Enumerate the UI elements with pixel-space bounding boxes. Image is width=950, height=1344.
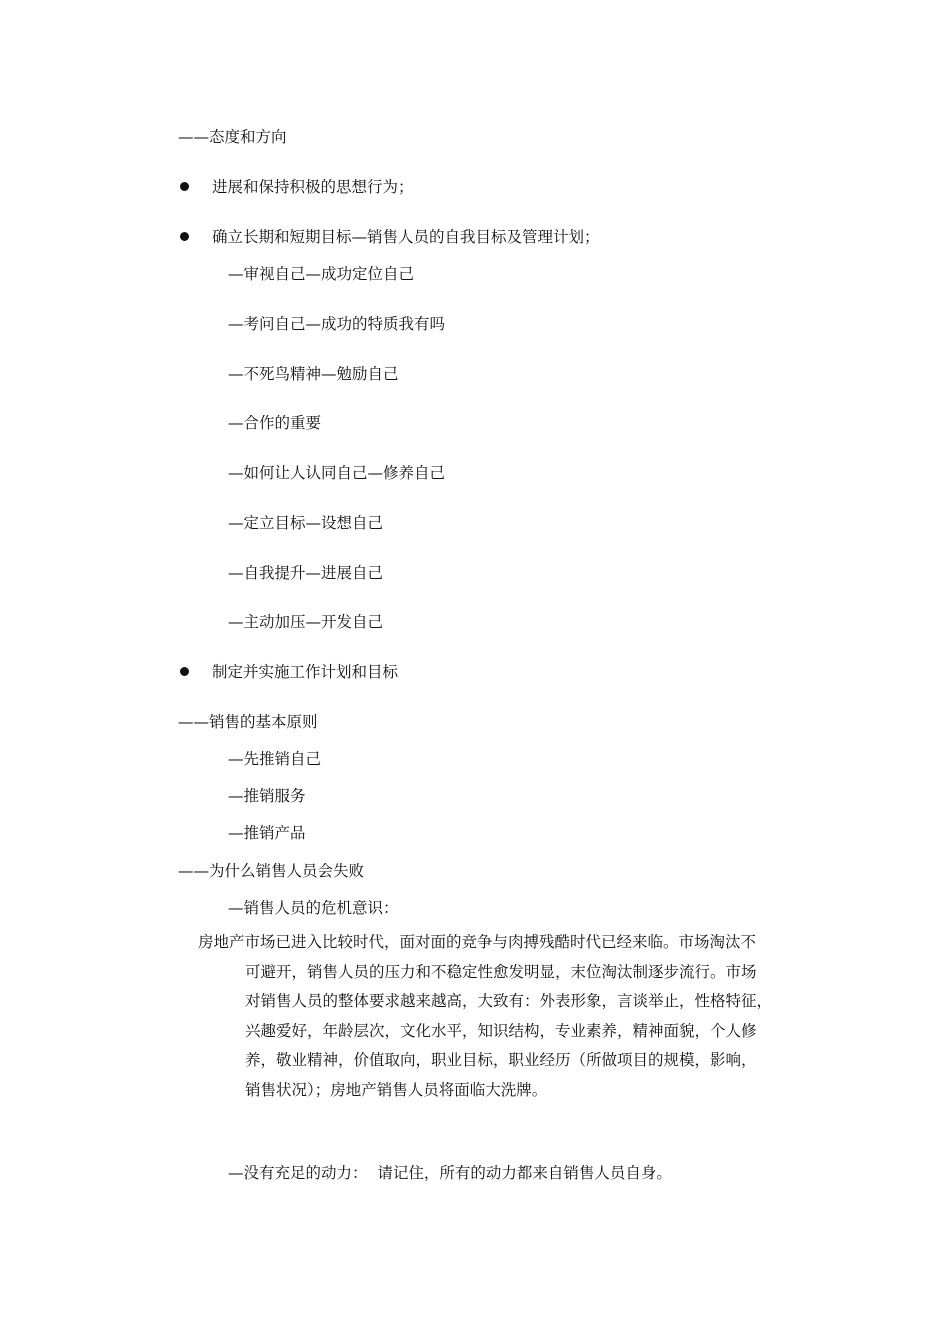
paragraph-line: 房地产市场已进入比较时代，面对面的竞争与肉搏残酷时代已经来临。市场淘汰不 [198,933,757,951]
crisis-title: —销售人员的危机意识： [228,899,399,917]
principle-item: —推销服务 [228,787,306,805]
sub-item: —合作的重要 [228,414,322,432]
principle-item: —推销产品 [228,824,306,842]
sub-item: —自我提升—进展自己 [228,564,384,582]
paragraph-line: 兴趣爱好，年龄层次，文化水平，知识结构，专业素养，精神面貌，个人修 [245,1021,757,1040]
paragraph-line: 养，敬业精神，价值取向，职业目标，职业经历（所做项目的规模，影响， [245,1051,757,1070]
section-heading-principles: ——销售的基本原则 [178,713,318,731]
section-heading-attitude: ——态度和方向 [178,128,287,146]
sub-item: —定立目标—设想自己 [228,514,384,532]
motivation-line: —没有充足的动力： 请记住，所有的动力都来自销售人员自身。 [228,1164,672,1182]
bullet-dot-icon [180,232,189,241]
paragraph-line: 销售状况）；房地产销售人员将面临大洗牌。 [245,1080,548,1099]
principle-item: —先推销自己 [228,750,322,768]
sub-item: —审视自己—成功定位自己 [228,265,415,283]
sub-item: —考问自己—成功的特质我有吗 [228,315,446,333]
bullet-item: 确立长期和短期目标—销售人员的自我目标及管理计划； [212,228,600,246]
bullet-item: 进展和保持积极的思想行为； [212,178,414,196]
bullet-item: 制定并实施工作计划和目标 [212,663,399,681]
section-heading-failure: ——为什么销售人员会失败 [178,862,365,880]
paragraph-line: 对销售人员的整体要求越来越高，大致有：外表形象，言谈举止，性格特征， [245,992,773,1011]
paragraph-line: 可避开，销售人员的压力和不稳定性愈发明显，末位淘汰制逐步流行。市场 [245,962,757,981]
bullet-dot-icon [180,667,189,676]
sub-item: —如何让人认同自己—修养自己 [228,464,446,482]
sub-item: —不死鸟精神—勉励自己 [228,365,399,383]
bullet-dot-icon [180,182,189,191]
sub-item: —主动加压—开发自己 [228,613,384,631]
crisis-paragraph [198,932,838,1110]
